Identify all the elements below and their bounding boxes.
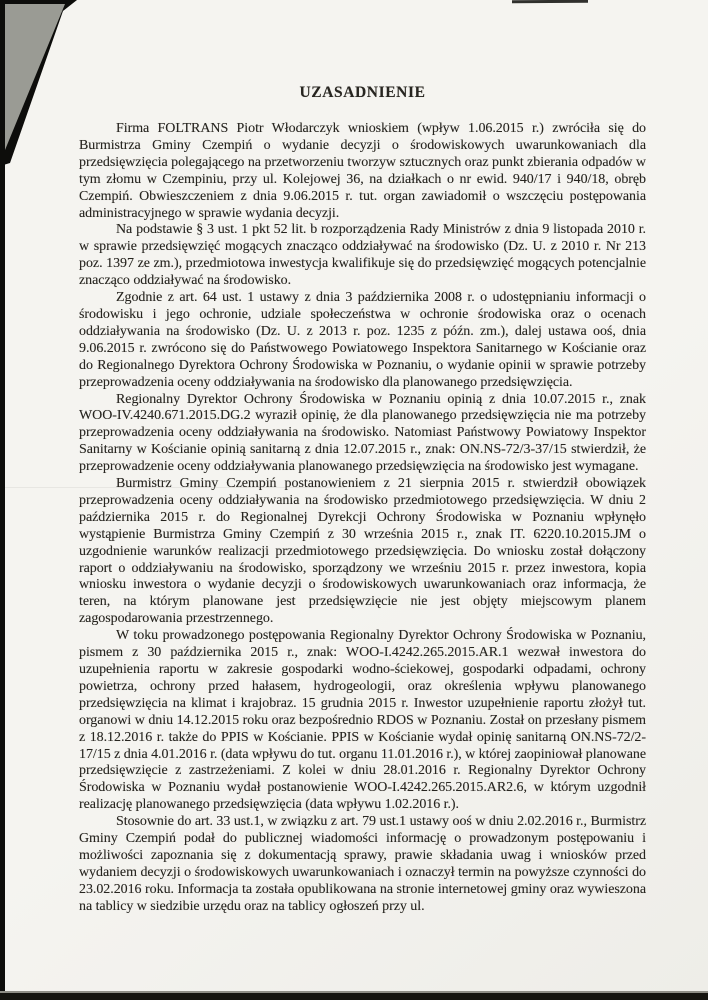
scan-top-edge-sliver (512, 0, 588, 3)
paragraph-legal-basis: Na podstawie § 3 ust. 1 pkt 52 lit. b rozporządzenia Rady Ministrów z dnia 9 listopada 2010 r. w sprawie przedsięwzięć mogących znacząco oddziaływać na środowisko (Dz. U. z 2010 r. Nr 213 poz. 1397 ze zm.), przedmiotowa inwestycja kwalifikuje się do przedsięwzięć mogących potencjalnie znacząco oddziaływać na środowisko. (79, 222, 646, 289)
scan-bottom-edge-shadow (0, 991, 708, 1000)
paragraph-request: Firma FOLTRANS Piotr Włodarczyk wnioskiem (wpływ 1.06.2015 r.) zwróciła się do Burmistrza Gminy Czempiń o wydanie decyzji o środowiskowych uwarunkowaniach dla przedsięwzięcia polegającego na przetworzeniu tworzyw sztucznych oraz punkt zbierania odpadów w tym złomu w Czempiniu, przy ul. Kolejowej 36, na działkach o nr ewid. 940/17 i 940/18, obręb Czempiń. Obwieszczeniem z dnia 9.06.2015 r. tut. organ zawiadomił o wszczęciu postępowania administracyjnego w sprawie wydania decyzji. (79, 121, 646, 221)
document-title: UZASADNIENIE (299, 84, 426, 101)
document-text-block (79, 84, 646, 916)
scan-top-left-corner-artifact (0, 0, 82, 166)
paragraph-opinions-request: Zgodnie z art. 64 ust. 1 ustawy z dnia 3 października 2008 r. o udostępnianiu informacji o środowisku i jego ochronie, udziale społeczeństwa w ochronie środowiska oraz o ocenach oddziaływania na środowisko (Dz. U. z 2013 r. poz. 1235 z późn. zm.), dalej ustawa ooś, dnia 9.06.2015 r. zwrócono się do Państwowego Powiatowego Inspektora Sanitarnego w Kościanie oraz do Regionalnego Dyrektora Ochrony Środowiska w Poznaniu, o wydanie opinii w sprawie potrzeby przeprowadzenia oceny oddziaływania na środowisko dla planowanego przedsięwzięcia. (79, 290, 646, 390)
paragraph-opinions-issued: Regionalny Dyrektor Ochrony Środowiska w Poznaniu opinią z dnia 10.07.2015 r., znak WOO-IV.4240.671.2015.DG.2 wyraził opinię, że dla planowanego przedsięwzięcia nie ma potrzeby przeprowadzenia oceny oddziaływania na środowisko. Natomiast Państwowy Powiatowy Inspektor Sanitarny w Kościanie opinią sanitarną z dnia 12.07.2015 r., znak: ON.NS-72/3-37/15 stwierdził, że przeprowadzenie oceny oddziaływania planowanego przedsięwzięcia na środowisko jest wymagane. (79, 391, 646, 475)
paragraph-proceedings: W toku prowadzonego postępowania Regionalny Dyrektor Ochrony Środowiska w Poznaniu, pismem z 30 października 2015 r., znak: WOO-I.4242.265.2015.AR.1 wezwał inwestora do uzupełnienia raportu w zakresie gospodarki wodno-ściekowej, gospodarki odpadami, ochrony powietrza, ochrony przed hałasem, hydrogeologii, oraz określenia wpływu planowanego przedsięwzięcia na klimat i krajobraz. 15 grudnia 2015 r. Inwestor uzupełnienie raportu złożył tut. organowi w dniu 14.12.2015 roku oraz bezpośrednio RDOS w Poznaniu. Został on przesłany pismem z 18.12.2016 r. także do PPIS w Kościanie. PPIS w Kościanie wydał opinię sanitarną ON.NS-72/2-17/15 z dnia 4.01.2016 r. (data wpływu do tut. organu 11.01.2016 r.), w której zaopiniował planowane przedsięwzięcie z zastrzeżeniami. Z kolei w dniu 28.01.2016 r. Regionalny Dyrektor Ochrony Środowiska w Poznaniu wydał postanowienie WOO-I.4242.265.2015.AR2.6, w którym uzgodnił realizację planowanego przedsięwzięcia (data wpływu 1.02.2016 r.). (79, 628, 646, 813)
paragraph-obligation: Burmistrz Gminy Czempiń postanowieniem z 21 sierpnia 2015 r. stwierdził obowiązek przeprowadzenia oceny oddziaływania na środowisko przedmiotowego przedsięwzięcia. W dniu 2 października 2015 r. do Regionalnej Dyrekcji Ochrony Środowiska w Poznaniu wpłynęło wystąpienie Burmistrza Gminy Czempiń z 30 września 2015 r., znak IT. 6220.10.2015.JM o uzgodnienie warunków realizacji przedmiotowego przedsięwzięcia. Do wniosku został dołączony raport o oddziaływaniu na środowisko, sporządzony we wrześniu 2015 r. przez inwestora, kopia wniosku inwestora o wydanie decyzji o środowiskowych uwarunkowaniach oraz informacja, że teren, na którym planowane jest przedsięwzięcie nie jest objęty miejscowym planem zagospodarowania przestrzennego. (79, 476, 646, 627)
paragraph-public-notice: Stosownie do art. 33 ust.1, w związku z art. 79 ust.1 ustawy ooś w dniu 2.02.2016 r., Burmistrz Gminy Czempiń podał do publicznej wiadomości informację o prowadzonym postępowaniu i możliwości zapoznania się z dokumentacją sprawy, prawie składania uwag i wniosków przed wydaniem decyzji o środowiskowych uwarunkowaniach i oznaczył termin na powyższe czynności do 23.02.2016 roku. Informacja ta została opublikowana na stronie internetowej gminy oraz wywieszona na tablicy w siedzibie urzędu oraz na tablicy ogłoszeń przy ul. (79, 814, 646, 914)
